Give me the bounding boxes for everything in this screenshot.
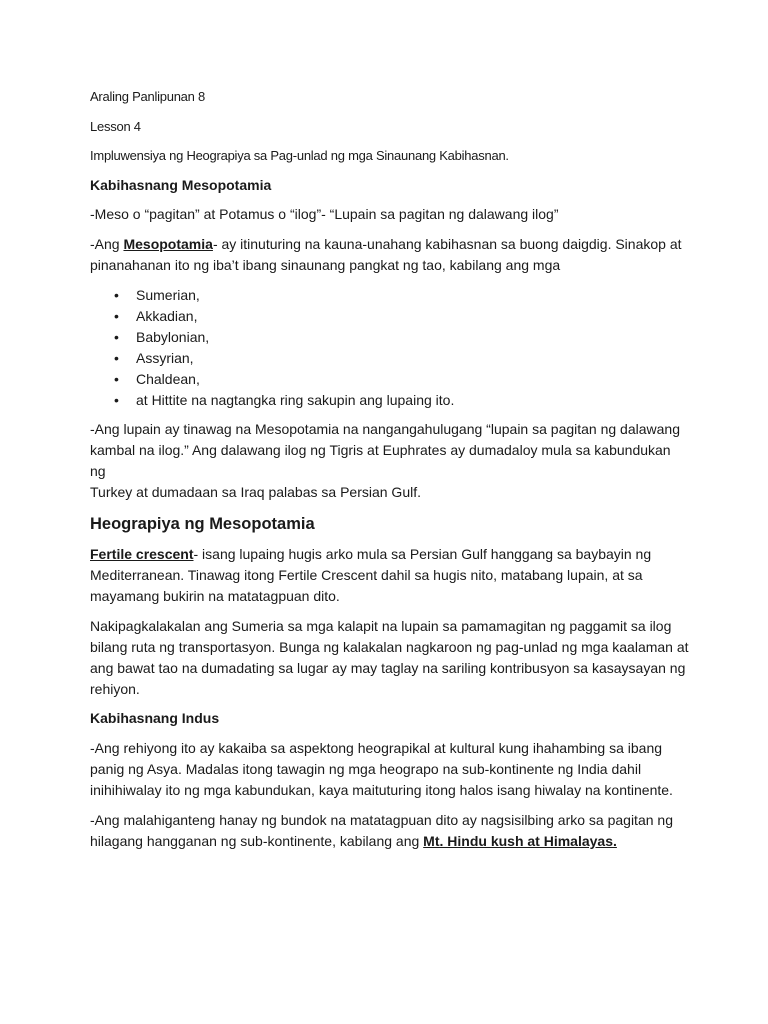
fertile-crescent-paragraph: Fertile crescent- isang lupaing hugis arko mula sa Persian Gulf hanggang sa baybayin ng Mediterranean. Tinawag itong Fertile Crescent dahil sa hugis nito, matabang lupain, at sa mayamang bukirin na matatagpuan dito.	[90, 546, 652, 605]
section-heading-geography: Heograpiya ng Mesopotamia	[90, 514, 315, 533]
lesson-line: Lesson 4	[90, 118, 141, 134]
section-heading-mesopotamia: Kabihasnang Mesopotamia	[90, 176, 272, 193]
list-item: • at Hittite na nagtangka ring sakupin ang lupaing ito.	[90, 390, 690, 411]
list-item: • Chaldean,	[90, 369, 690, 390]
mountains-term: Mt. Hindu kush at Himalayas.	[423, 832, 617, 849]
mesopotamia-definition: -Meso o “pagitan” at Potamus o “ilog”- “Lupain sa pagitan ng dalawang ilog”	[90, 206, 559, 223]
mesopotamia-name-paragraph: -Ang lupain ay tinawag na Mesopotamia na nangangahulugang “lupain sa pagitan ng dalawang kambal na ilog.” Ang dalawang ilog ng Tigris at Euphrates ay dumadaloy mula sa kabundukan ng Turkey at dumadaan sa Iraq palabas sa Persian Gulf.	[90, 421, 680, 501]
document-body	[90, 86, 690, 860]
list-item: • Akkadian,	[90, 306, 690, 327]
list-item: • Assyrian,	[90, 348, 690, 369]
bullet-icon: •	[114, 370, 119, 387]
mesopotamia-intro	[90, 234, 690, 276]
bullet-icon: •	[114, 391, 119, 408]
bullet-icon: •	[114, 349, 119, 366]
bullet-icon: •	[114, 307, 119, 324]
section-heading-indus: Kabihasnang Indus	[90, 710, 220, 727]
mesopotamia-term: Mesopotamia	[123, 235, 213, 252]
intro-line2: pinanahanan ito ng iba’t ibang sinaunang pangkat ng tao, kabilang ang mga	[90, 256, 561, 273]
lesson-topic: Impluwensiya ng Heograpiya sa Pag-unlad ng mga Sinaunang Kabihasnan.	[90, 148, 509, 164]
list-item: • Sumerian,	[90, 285, 690, 306]
subject-line: Araling Panlipunan 8	[90, 89, 205, 104]
list-item: • Babylonian,	[90, 327, 690, 348]
intro-prefix: -Ang	[90, 235, 124, 252]
bullet-icon: •	[114, 328, 119, 345]
peoples-list	[90, 285, 690, 411]
indus-mountains-paragraph: -Ang malahiganteng hanay ng bundok na matatagpuan dito ay nagsisilbing arko sa pagitan ng hilagang hangganan ng sub-kontinente, kabilang ang Mt. Hindu kush at Himalayas.	[90, 811, 673, 849]
indus-region-paragraph: -Ang rehiyong ito ay kakaiba sa aspektong heograpikal at kultural kung ihahambing sa ibang panig ng Asya. Madalas itong tawagin ng mga heograpo na sub-kontinente ng India dahil inihihiwalay ito ng mga kabundukan, kaya maituturing itong halos isang hiwalay na kontinente.	[90, 740, 673, 799]
intro-line1-rest: - ay itinuturing na kauna-unahang kabihasnan sa buong daigdig. Sinakop at	[212, 235, 682, 252]
bullet-icon: •	[114, 286, 119, 303]
trade-paragraph: Nakipagkalakalan ang Sumeria sa mga kalapit na lupain sa pamamagitan ng paggamit sa ilog bilang ruta ng transportasyon. Bunga ng kalakalan nagkaroon ng pag-unlad ng mga kaalaman at ang bawat tao na dumadating sa lugar ay may taglay na sariling kontribusyon sa kasaysayan ng rehiyon.	[90, 617, 689, 697]
fertile-crescent-term: Fertile crescent	[90, 546, 194, 563]
